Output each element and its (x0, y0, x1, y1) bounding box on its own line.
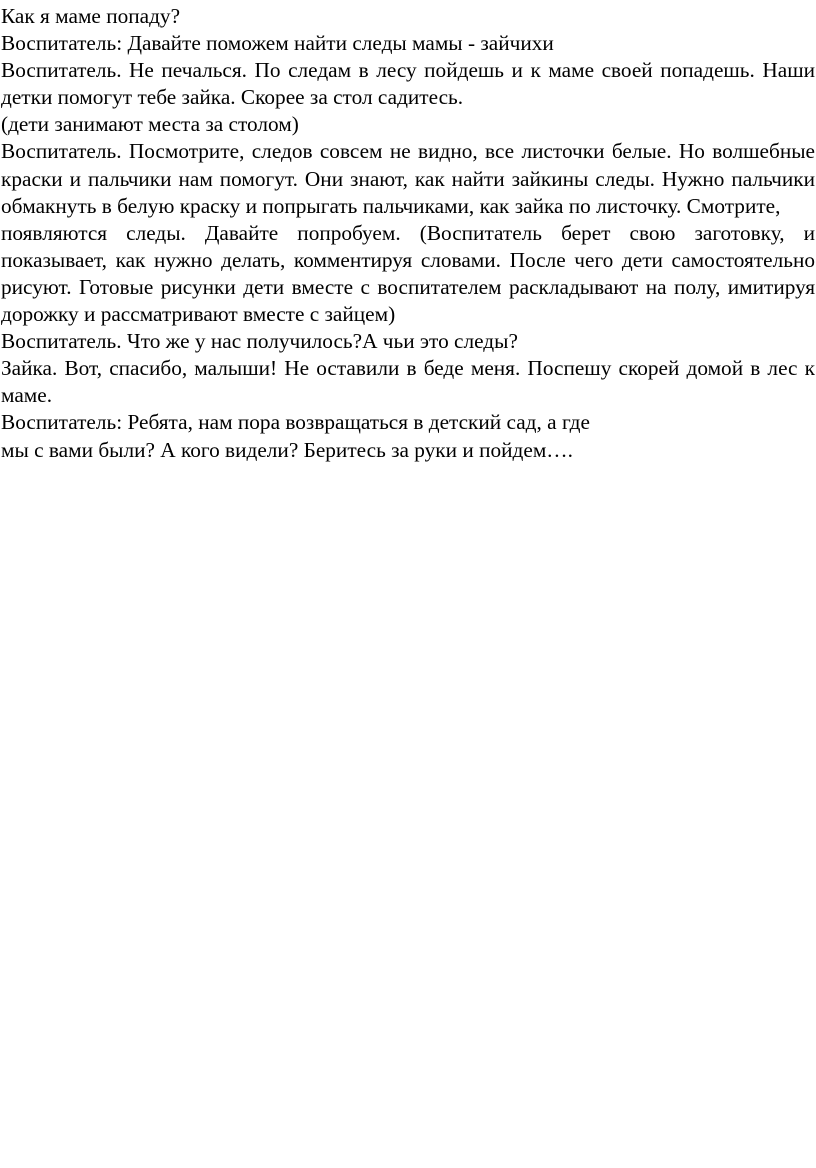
paragraph-teacher-line-2: Воспитатель. Не печалься. По следам в лесу пойдешь и к маме своей попадешь. Наши детки помогут тебе зайка. Скорее за стол садитесь. (1, 58, 815, 110)
paragraph-teacher-line-3: Воспитатель. Посмотрите, следов совсем не видно, все листочки белые. Но волшебные краски и пальчики нам помогут. Они знают, как найти зайкины следы. Нужно пальчики обмакнуть в белую краску и попрыгать пальчиками, как зайка по листочку. Смотрите, (1, 139, 815, 218)
document-text (1, 3, 815, 464)
paragraph-teacher-line-1: Воспитатель: Давайте поможем найти следы мамы - зайчихи (1, 31, 554, 56)
paragraph-bunny-line: Зайка. Вот, спасибо, малыши! Не оставили в беде меня. Поспешу скорей домой в лес к маме. (1, 356, 815, 408)
paragraph-stage-direction: (дети занимают места за столом) (1, 112, 299, 137)
paragraph-teacher-line-4: появляются следы. Давайте попробуем. (Воспитатель берет свою заготовку, и показывает, как нужно делать, комментируя словами. После чего дети самостоятельно рисуют. Готовые рисунки дети вместе с воспитателем раскладывают на полу, имитируя дорожку и рассматривают вместе с зайцем) (1, 220, 815, 327)
paragraph-intro-line: Как я маме попаду? (1, 4, 181, 28)
paragraph-teacher-line-5: Воспитатель. Что же у нас получилось?А чьи это следы? (1, 329, 518, 354)
paragraph-teacher-line-6: Воспитатель: Ребята, нам пора возвращаться в детский сад, а где (1, 410, 590, 435)
paragraph-teacher-line-7: мы с вами были? А кого видели? Беритесь за руки и пойдем…. (1, 437, 573, 462)
